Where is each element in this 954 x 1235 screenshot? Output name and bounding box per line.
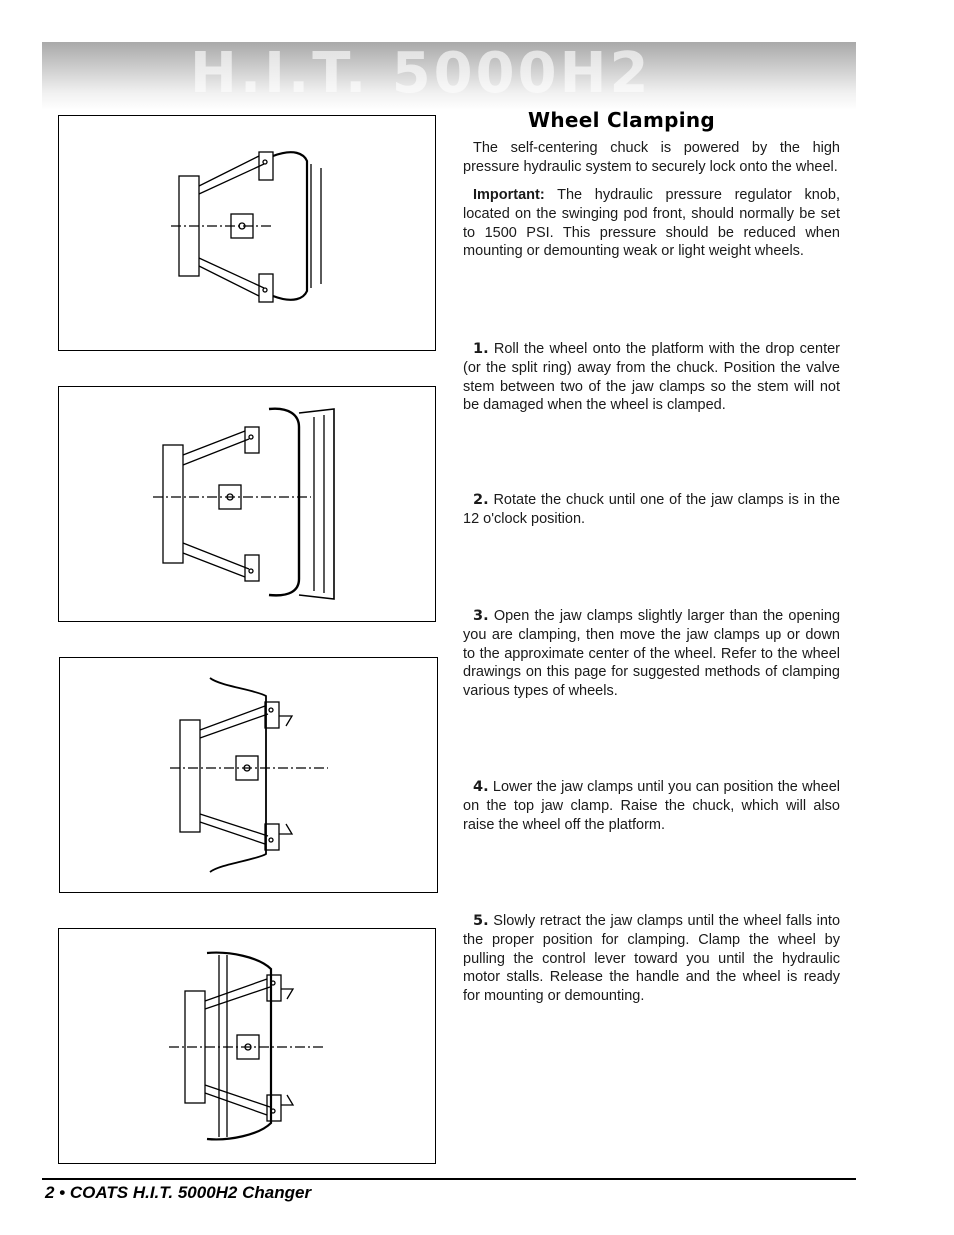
section-title: Wheel Clamping — [528, 108, 716, 132]
footer-rule — [42, 1178, 856, 1180]
step-5 — [463, 912, 840, 1006]
important-label: Important: — [473, 187, 545, 203]
chuck-clamp-illustration — [59, 116, 435, 350]
important-paragraph — [463, 186, 840, 261]
step-text: Roll the wheel onto the platform with the drop center (or the split ring) away from the chuck. Position the valve stem between two of the jaw clamps so the stem will not be damaged when the wheel is clamped. — [463, 341, 840, 414]
important-text: The hydraulic pressure regulator knob, located on the swinging pod front, should normally be set to 1500 PSI. This pressure should be reduced when mounting or demounting weak or light weight wheels. — [463, 187, 840, 260]
step-text: Slowly retract the jaw clamps until the wheel falls into the proper position for clamping. Clamp the wheel by pulling the control lever toward you until the hydraulic motor stalls. Release the handle and the wheel is ready for mounting or demounting. — [463, 913, 841, 1005]
step-4 — [463, 778, 840, 834]
chuck-clamp-illustration — [59, 929, 435, 1163]
figure-1-chuck-diagram — [58, 115, 436, 351]
step-number: 4. — [473, 779, 489, 795]
step-number: 3. — [473, 608, 489, 624]
step-text: Open the jaw clamps slightly larger than the opening you are clamping, then move the jaw clamps up or down to the approximate center of the wheel. Refer to the wheel drawings on this page for suggested methods of clamping various types of wheels. — [463, 608, 841, 700]
header-band — [42, 42, 856, 110]
step-number: 1. — [473, 341, 489, 357]
step-number: 2. — [473, 492, 489, 508]
figure-3-chuck-diagram — [59, 657, 438, 893]
header-title: H.I.T. 5000H2 — [190, 42, 652, 106]
figure-2-chuck-diagram — [58, 386, 436, 622]
step-text: Rotate the chuck until one of the jaw clamps is in the 12 o'clock position. — [463, 492, 841, 527]
step-number: 5. — [473, 913, 489, 929]
intro-text: The self-centering chuck is powered by the high pressure hydraulic system to securely lock onto the wheel. — [463, 140, 840, 175]
step-1 — [463, 340, 840, 415]
step-2 — [463, 491, 840, 529]
intro-paragraph — [463, 139, 840, 177]
step-text: Lower the jaw clamps until you can position the wheel on the top jaw clamp. Raise the chuck, which will also raise the wheel off the platform. — [463, 779, 840, 833]
footer-page-label: 2 • COATS H.I.T. 5000H2 Changer — [45, 1183, 312, 1202]
figure-4-chuck-diagram — [58, 928, 436, 1164]
chuck-clamp-illustration — [60, 658, 437, 892]
chuck-clamp-illustration — [59, 387, 435, 621]
step-3 — [463, 607, 840, 701]
